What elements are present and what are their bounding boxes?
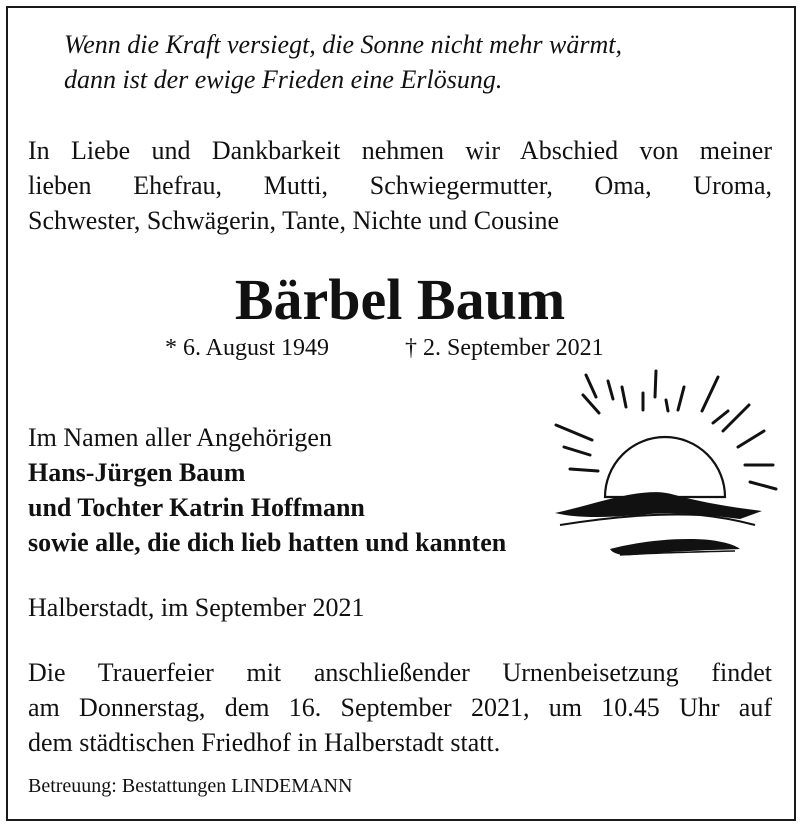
setting-sun-over-hands-icon [550, 365, 780, 570]
ceremony-line-1: Die Trauerfeier mit anschließender Urnenbeisetzung findet [28, 658, 772, 687]
place-date: Halberstadt, im September 2021 [28, 593, 365, 622]
ceremony-line-2: am Donnerstag, dem 16. September 2021, um 10.45 Uhr auf [28, 693, 772, 722]
ceremony-text [28, 655, 772, 760]
life-dates [165, 333, 604, 363]
intro-line-2: lieben Ehefrau, Mutti, Schwiegermutter, Oma, Uroma, [28, 171, 772, 200]
mourners-intro: Im Namen aller Angehörigen [28, 423, 332, 452]
intro-line-1: In Liebe und Dankbarkeit nehmen wir Abschied von meiner [28, 136, 772, 165]
motto-line-2: dann ist der ewige Frieden eine Erlösung. [64, 65, 503, 94]
mourner-all: sowie alle, die dich lieb hatten und kannten [28, 528, 507, 557]
mourner-husband: Hans-Jürgen Baum [28, 458, 246, 487]
intro-text [28, 133, 772, 238]
deceased-name: Bärbel Baum [234, 267, 566, 332]
intro-line-3: Schwester, Schwägerin, Tante, Nichte und Cousine [28, 206, 559, 235]
ceremony-line-3: dem städtischen Friedhof in Halberstadt statt. [28, 728, 501, 757]
death-date: † 2. September 2021 [405, 335, 604, 361]
birth-date: * 6. August 1949 [165, 335, 330, 361]
mourner-daughter: und Tochter Katrin Hoffmann [28, 493, 365, 522]
motto-line-1: Wenn die Kraft versiegt, die Sonne nicht mehr wärmt, [64, 30, 622, 59]
funeral-home-credit: Betreuung: Bestattungen LINDEMANN [28, 775, 353, 797]
